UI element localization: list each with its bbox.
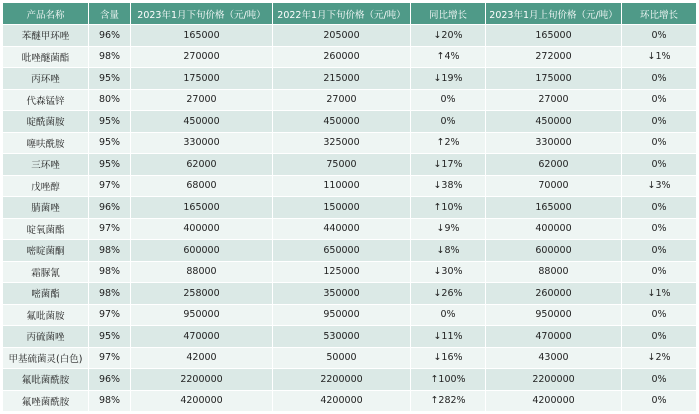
cell-content: 80% <box>89 90 131 112</box>
cell-price-2023-early-jan: 272000 <box>486 47 622 69</box>
cell-price-2022-late-jan: 530000 <box>273 326 411 348</box>
cell-price-2022-late-jan: 4200000 <box>273 391 411 413</box>
cell-price-2022-late-jan: 150000 <box>273 197 411 219</box>
cell-content: 96% <box>89 197 131 219</box>
cell-yoy-growth: ↓30% <box>411 262 486 284</box>
cell-mom-growth: 0% <box>622 326 696 348</box>
cell-product-name: 丙环唑 <box>3 68 89 90</box>
table-row <box>3 197 696 219</box>
cell-price-2023-late-jan: 4200000 <box>131 391 273 413</box>
cell-content: 95% <box>89 111 131 133</box>
cell-price-2022-late-jan: 110000 <box>273 176 411 198</box>
cell-price-2023-late-jan: 950000 <box>131 305 273 327</box>
cell-price-2023-early-jan: 165000 <box>486 197 622 219</box>
cell-content: 95% <box>89 154 131 176</box>
cell-price-2022-late-jan: 205000 <box>273 25 411 47</box>
cell-content: 96% <box>89 369 131 391</box>
cell-price-2023-late-jan: 165000 <box>131 25 273 47</box>
cell-yoy-growth: ↓19% <box>411 68 486 90</box>
cell-price-2023-late-jan: 27000 <box>131 90 273 112</box>
cell-product-name: 噻呋酰胺 <box>3 133 89 155</box>
cell-price-2023-late-jan: 470000 <box>131 326 273 348</box>
header-content: 含量 <box>89 3 131 25</box>
cell-yoy-growth: ↓9% <box>411 219 486 241</box>
table-row <box>3 369 696 391</box>
table-row <box>3 219 696 241</box>
cell-price-2023-early-jan: 165000 <box>486 25 622 47</box>
cell-price-2023-early-jan: 600000 <box>486 240 622 262</box>
cell-product-name: 啶酰菌胺 <box>3 111 89 133</box>
table-row <box>3 133 696 155</box>
table-row <box>3 262 696 284</box>
cell-price-2022-late-jan: 450000 <box>273 111 411 133</box>
cell-content: 97% <box>89 219 131 241</box>
cell-content: 98% <box>89 240 131 262</box>
cell-yoy-growth: ↓26% <box>411 283 486 305</box>
cell-yoy-growth: ↑10% <box>411 197 486 219</box>
cell-price-2023-late-jan: 450000 <box>131 111 273 133</box>
cell-price-2023-early-jan: 450000 <box>486 111 622 133</box>
cell-price-2022-late-jan: 27000 <box>273 90 411 112</box>
cell-product-name: 嘧菌酯 <box>3 283 89 305</box>
cell-price-2023-late-jan: 42000 <box>131 348 273 370</box>
cell-product-name: 甲基硫菌灵(白色) <box>3 348 89 370</box>
cell-product-name: 氟吡菌胺 <box>3 305 89 327</box>
cell-content: 97% <box>89 176 131 198</box>
cell-price-2022-late-jan: 440000 <box>273 219 411 241</box>
table-row <box>3 47 696 69</box>
cell-price-2023-early-jan: 43000 <box>486 348 622 370</box>
cell-mom-growth: 0% <box>622 111 696 133</box>
cell-mom-growth: 0% <box>622 369 696 391</box>
cell-product-name: 氟唑菌酰胺 <box>3 391 89 413</box>
cell-product-name: 吡唑醚菌酯 <box>3 47 89 69</box>
cell-mom-growth: 0% <box>622 68 696 90</box>
cell-content: 98% <box>89 391 131 413</box>
cell-mom-growth: 0% <box>622 197 696 219</box>
table-row <box>3 90 696 112</box>
cell-yoy-growth: ↓17% <box>411 154 486 176</box>
cell-mom-growth: 0% <box>622 90 696 112</box>
cell-price-2023-late-jan: 330000 <box>131 133 273 155</box>
cell-content: 98% <box>89 47 131 69</box>
cell-mom-growth: ↓1% <box>622 47 696 69</box>
cell-price-2023-early-jan: 260000 <box>486 283 622 305</box>
cell-mom-growth: 0% <box>622 25 696 47</box>
cell-price-2023-late-jan: 600000 <box>131 240 273 262</box>
table-row <box>3 154 696 176</box>
cell-yoy-growth: ↓8% <box>411 240 486 262</box>
cell-yoy-growth: 0% <box>411 111 486 133</box>
table-row <box>3 326 696 348</box>
table-row <box>3 305 696 327</box>
cell-price-2023-late-jan: 258000 <box>131 283 273 305</box>
header-product-name: 产品名称 <box>3 3 89 25</box>
cell-yoy-growth: 0% <box>411 305 486 327</box>
cell-content: 95% <box>89 133 131 155</box>
cell-product-name: 氟吡菌酰胺 <box>3 369 89 391</box>
table-row <box>3 25 696 47</box>
cell-price-2023-late-jan: 165000 <box>131 197 273 219</box>
cell-content: 97% <box>89 305 131 327</box>
cell-mom-growth: ↓3% <box>622 176 696 198</box>
cell-mom-growth: 0% <box>622 219 696 241</box>
cell-yoy-growth: ↑100% <box>411 369 486 391</box>
cell-price-2023-early-jan: 70000 <box>486 176 622 198</box>
header-row <box>3 3 696 25</box>
cell-price-2022-late-jan: 215000 <box>273 68 411 90</box>
cell-content: 98% <box>89 283 131 305</box>
cell-product-name: 三环唑 <box>3 154 89 176</box>
cell-price-2023-late-jan: 68000 <box>131 176 273 198</box>
header-price-2022-late-jan: 2022年1月下旬价格（元/吨） <box>273 3 411 25</box>
header-price-2023-late-jan: 2023年1月下旬价格（元/吨） <box>131 3 273 25</box>
cell-product-name: 苯醚甲环唑 <box>3 25 89 47</box>
table-row <box>3 111 696 133</box>
cell-price-2023-early-jan: 88000 <box>486 262 622 284</box>
header-mom-growth: 环比增长 <box>622 3 696 25</box>
cell-price-2023-early-jan: 470000 <box>486 326 622 348</box>
cell-mom-growth: 0% <box>622 305 696 327</box>
cell-mom-growth: 0% <box>622 154 696 176</box>
cell-content: 95% <box>89 68 131 90</box>
cell-yoy-growth: ↑2% <box>411 133 486 155</box>
table-row <box>3 348 696 370</box>
cell-price-2023-early-jan: 400000 <box>486 219 622 241</box>
table-row <box>3 68 696 90</box>
cell-price-2023-early-jan: 62000 <box>486 154 622 176</box>
cell-yoy-growth: ↓38% <box>411 176 486 198</box>
table-body <box>3 25 696 412</box>
cell-mom-growth: 0% <box>622 133 696 155</box>
cell-mom-growth: 0% <box>622 391 696 413</box>
cell-price-2022-late-jan: 350000 <box>273 283 411 305</box>
cell-price-2023-late-jan: 88000 <box>131 262 273 284</box>
cell-price-2022-late-jan: 50000 <box>273 348 411 370</box>
cell-mom-growth: 0% <box>622 240 696 262</box>
cell-price-2022-late-jan: 325000 <box>273 133 411 155</box>
table-row <box>3 240 696 262</box>
cell-price-2023-late-jan: 62000 <box>131 154 273 176</box>
cell-product-name: 代森锰锌 <box>3 90 89 112</box>
table-header <box>3 3 696 25</box>
cell-price-2023-early-jan: 330000 <box>486 133 622 155</box>
cell-content: 95% <box>89 326 131 348</box>
cell-price-2023-early-jan: 4200000 <box>486 391 622 413</box>
fungicide-price-table <box>3 3 696 412</box>
cell-content: 96% <box>89 25 131 47</box>
cell-price-2023-early-jan: 27000 <box>486 90 622 112</box>
cell-price-2023-early-jan: 175000 <box>486 68 622 90</box>
cell-yoy-growth: ↓11% <box>411 326 486 348</box>
cell-price-2023-late-jan: 270000 <box>131 47 273 69</box>
cell-price-2023-early-jan: 950000 <box>486 305 622 327</box>
cell-mom-growth: 0% <box>622 262 696 284</box>
cell-yoy-growth: ↑4% <box>411 47 486 69</box>
header-price-2023-early-jan: 2023年1月上旬价格（元/吨） <box>486 3 622 25</box>
cell-yoy-growth: 0% <box>411 90 486 112</box>
cell-price-2022-late-jan: 125000 <box>273 262 411 284</box>
cell-yoy-growth: ↓16% <box>411 348 486 370</box>
price-table-container <box>3 3 696 411</box>
header-yoy-growth: 同比增长 <box>411 3 486 25</box>
cell-price-2023-late-jan: 2200000 <box>131 369 273 391</box>
cell-price-2023-late-jan: 400000 <box>131 219 273 241</box>
cell-mom-growth: ↓1% <box>622 283 696 305</box>
table-row <box>3 391 696 413</box>
cell-price-2022-late-jan: 950000 <box>273 305 411 327</box>
cell-price-2023-late-jan: 175000 <box>131 68 273 90</box>
cell-product-name: 腈菌唑 <box>3 197 89 219</box>
cell-price-2022-late-jan: 75000 <box>273 154 411 176</box>
cell-content: 97% <box>89 348 131 370</box>
cell-yoy-growth: ↓20% <box>411 25 486 47</box>
cell-price-2022-late-jan: 2200000 <box>273 369 411 391</box>
cell-product-name: 霜脲氰 <box>3 262 89 284</box>
cell-content: 98% <box>89 262 131 284</box>
cell-product-name: 啶氧菌酯 <box>3 219 89 241</box>
table-row <box>3 176 696 198</box>
table-row <box>3 283 696 305</box>
cell-mom-growth: ↓2% <box>622 348 696 370</box>
cell-product-name: 戊唑醇 <box>3 176 89 198</box>
cell-product-name: 嘧啶菌酮 <box>3 240 89 262</box>
cell-product-name: 丙硫菌唑 <box>3 326 89 348</box>
cell-price-2022-late-jan: 260000 <box>273 47 411 69</box>
cell-yoy-growth: ↑282% <box>411 391 486 413</box>
cell-price-2022-late-jan: 650000 <box>273 240 411 262</box>
cell-price-2023-early-jan: 2200000 <box>486 369 622 391</box>
